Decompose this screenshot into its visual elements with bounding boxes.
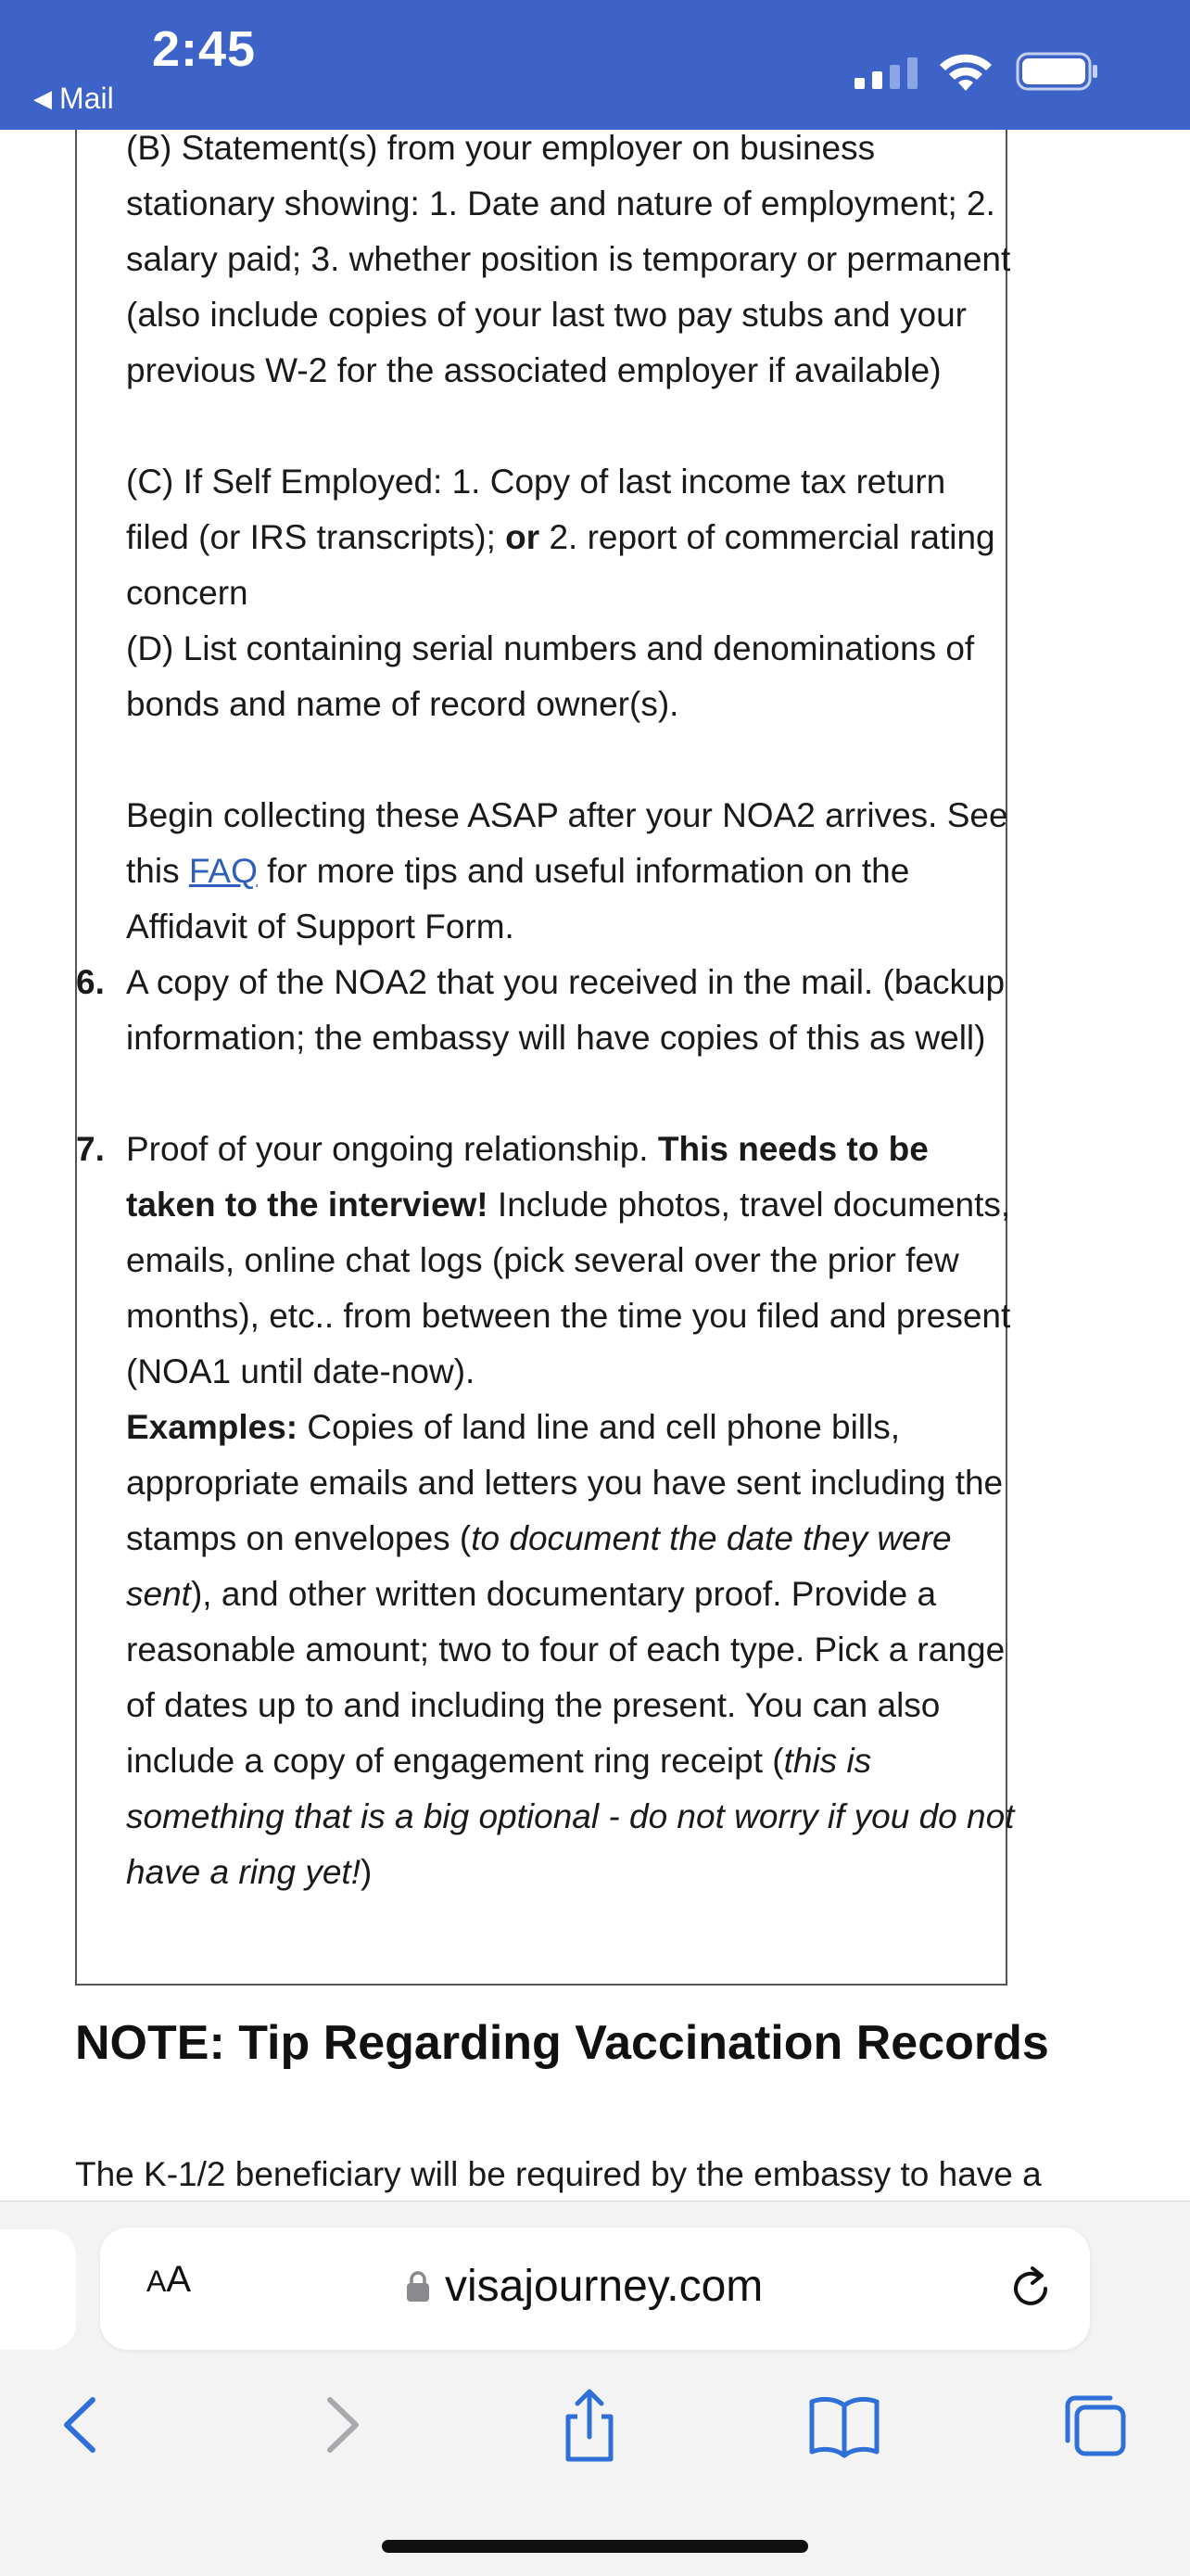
bookmarks-icon[interactable] [803, 2383, 886, 2467]
battery-icon [1016, 52, 1099, 91]
back-to-mail-button[interactable] [33, 82, 114, 116]
item-7-paragraph [126, 1122, 1016, 1400]
item-c-text-1: (C) If Self Employed: 1. Copy of last income tax return filed (or IRS transcripts); [126, 463, 946, 556]
examples-text-3: ) [360, 1853, 373, 1891]
status-time: 2:45 [152, 21, 257, 77]
web-content[interactable] [0, 130, 1190, 2201]
lock-icon [406, 2271, 430, 2303]
examples-text-1: Copies of land line and cell phone bills, appropriate emails and letters you have sent including the stamps on envelopes ( [126, 1408, 1004, 1557]
begin-collecting-paragraph [126, 788, 1016, 955]
faq-link[interactable]: FAQ [188, 852, 258, 890]
previous-tab-peek[interactable] [0, 2229, 76, 2350]
address-bar[interactable] [100, 2227, 1090, 2350]
reload-icon[interactable] [1005, 2263, 1057, 2315]
examples-italic-2: this is something that is a big optional - do not worry if you do not have a ring yet! [126, 1742, 1015, 1891]
item-6-paragraph: A copy of the NOA2 that you received in the mail. (backup information; the embassy will have copies of this as well) [126, 963, 1006, 1057]
begin-text-1: Begin collecting these ASAP after your NOA2 arrives. See this [126, 796, 1008, 890]
reader-aa-button[interactable] [146, 2259, 191, 2301]
domain-text: visajourney.com [445, 2262, 764, 2311]
examples-paragraph [126, 1400, 1016, 1900]
back-chevron-icon[interactable] [41, 2383, 124, 2467]
cellular-signal-icon [855, 57, 919, 89]
item-d-paragraph: (D) List containing serial numbers and denominations of bonds and name of record owner(s). [126, 629, 975, 723]
back-triangle-icon: ◀ [33, 84, 52, 112]
item-7-number: 7. [76, 1130, 105, 1168]
forward-chevron-icon[interactable] [298, 2383, 382, 2467]
tabs-icon[interactable] [1053, 2383, 1136, 2467]
item-b-paragraph: (B) Statement(s) from your employer on business stationary showing: 1. Date and nature of employment; 2. salary paid; 3. whether position is temporary or permanent (also include copies of your last two pay stubs and your previous W-2 for the associated employer if available) [126, 130, 1011, 389]
item-7-text-2: Include photos, travel documents, emails, online chat logs (pick several over the prior few months), etc.. from between the time you filed and present (NOA1 until date-now). [126, 1186, 1011, 1390]
wifi-icon [936, 50, 995, 93]
browser-bottom-bar [0, 2201, 1190, 2576]
home-indicator[interactable] [382, 2540, 808, 2553]
examples-text-2: ), and other written documentary proof. Provide a reasonable amount; two to four of each type. Pick a range of dates up to and including the present. You can also include a copy of engagement ring receipt ( [126, 1575, 1006, 1780]
examples-italic-1: to document the date they were sent [126, 1519, 952, 1613]
item-6-number: 6. [76, 963, 105, 1001]
item-c-or: or [505, 518, 540, 556]
item-7-bold: This needs to be taken to the interview! [126, 1130, 929, 1224]
back-app-label: Mail [59, 82, 114, 115]
domain-display[interactable] [406, 2261, 763, 2312]
item-c-text-2: 2. report of commercial rating concern [126, 518, 995, 612]
item-c-paragraph [126, 454, 1016, 621]
aa-small: A [146, 2265, 167, 2298]
status-bar [0, 0, 1190, 130]
begin-text-2: for more tips and useful information on the Affidavit of Support Form. [126, 852, 910, 945]
note-heading: NOTE: Tip Regarding Vaccination Records [75, 2016, 1049, 2070]
aa-large: A [166, 2259, 192, 2300]
item-7-text-1: Proof of your ongoing relationship. [126, 1130, 649, 1168]
share-icon[interactable] [548, 2383, 631, 2467]
examples-label: Examples: [126, 1408, 298, 1446]
vaccination-paragraph: The K-1/2 beneficiary will be required by the embassy to have a [75, 2155, 1042, 2193]
